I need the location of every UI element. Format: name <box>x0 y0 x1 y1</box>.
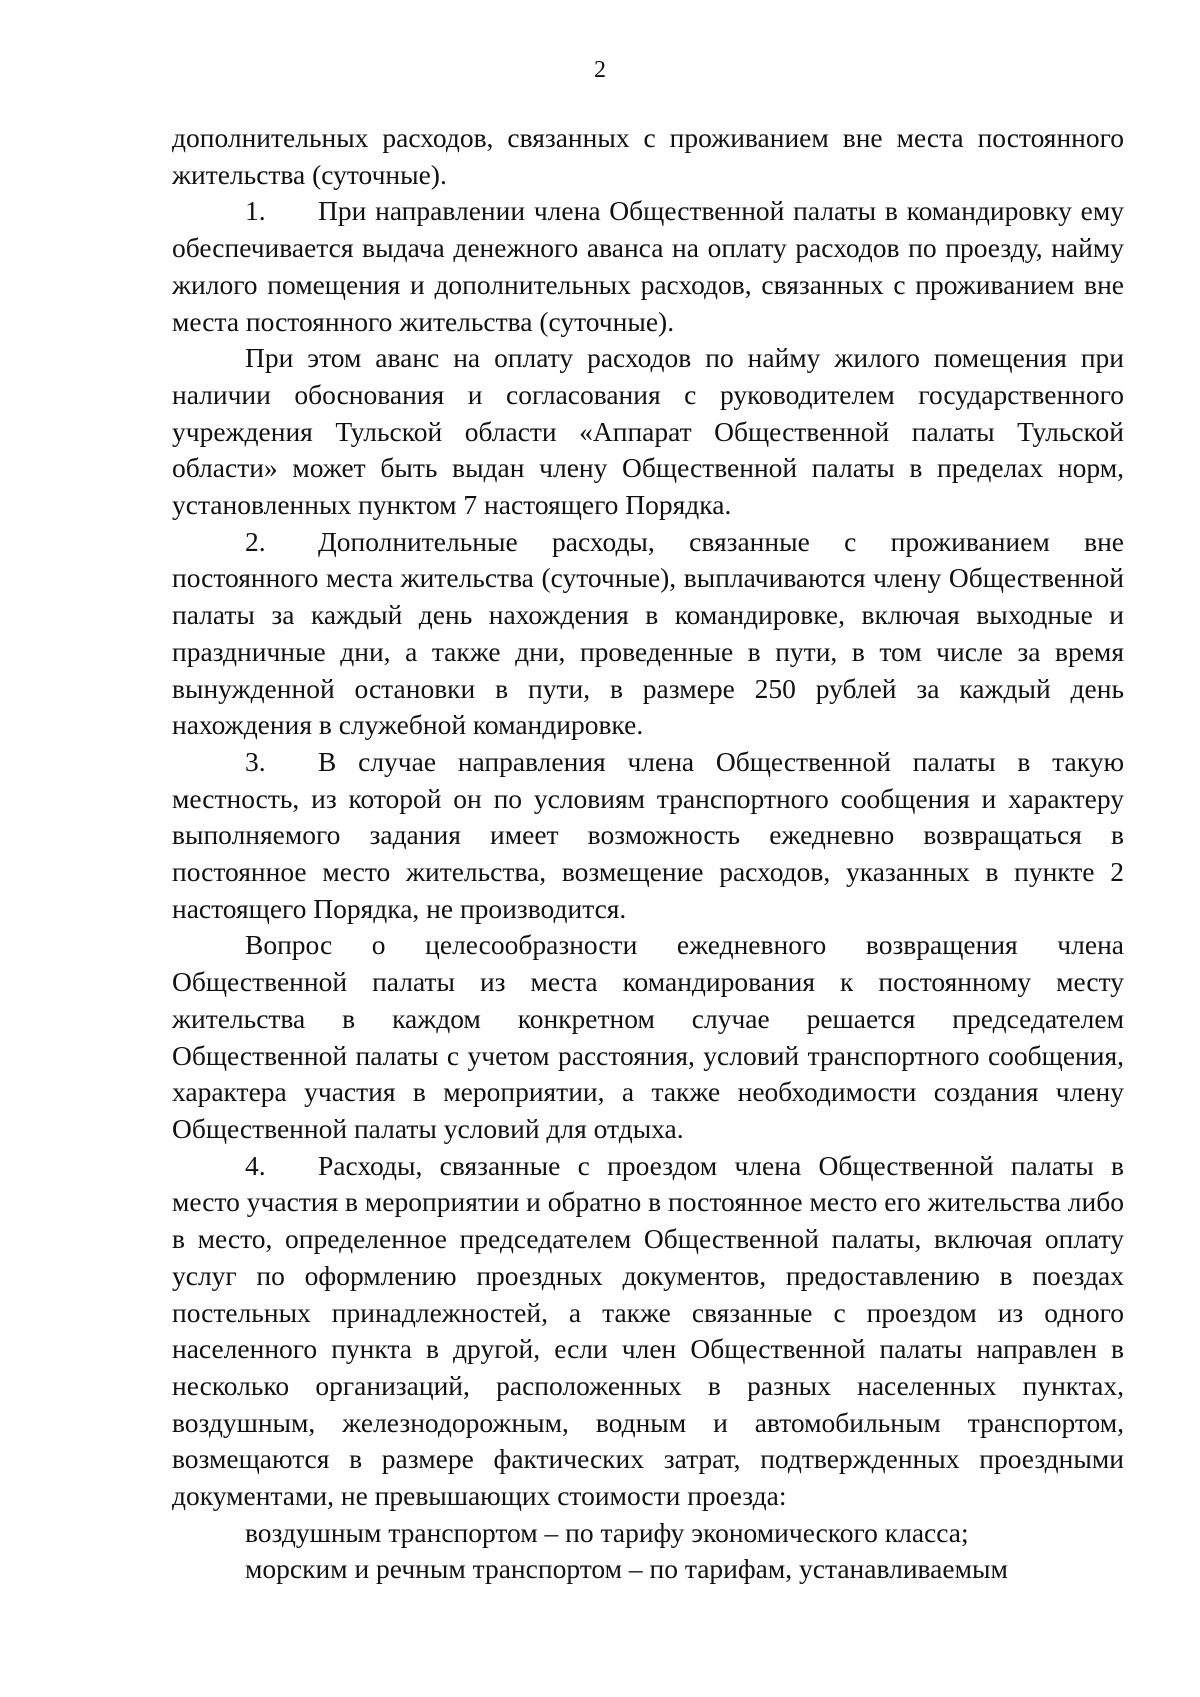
paragraph-advance-note: При этом аванс на оплату расходов по найму жилого помещения при наличии обоснования и согласования с руководителем государственного учреждения Тульской области «Аппарат Общественной палаты Тульской области» может быть выдан члену Общественной палаты в пределах норм, установленных пунктом 7 настоящего Порядка. <box>172 342 1124 521</box>
clause-number: 2. <box>245 525 266 557</box>
paragraph-air-transport: воздушным транспортом – по тарифу экономического класса; <box>245 1516 969 1548</box>
clause-number: 3. <box>245 745 266 777</box>
paragraph-continuation: дополнительных расходов, связанных с проживанием вне места постоянного жительства (суточные). <box>172 122 1124 190</box>
clause-number: 1. <box>245 195 266 227</box>
clause-3 <box>172 744 1124 928</box>
clause-text: При направлении члена Общественной палаты в командировку ему обеспечивается выдача денежного аванса на оплату расходов по проезду, найму жилого помещения и дополнительных расходов, связанных с проживанием вне места постоянного жительства (суточные). <box>172 195 1124 337</box>
clause-2 <box>172 524 1124 744</box>
clause-text: В случае направления члена Общественной палаты в такую местность, из которой он по условиям транспортного сообщения и характеру выполняемого задания имеет возможность ежедневно возвращаться в постоянное место жительства, возмещение расходов, указанных в пункте 2 настоящего Порядка, не производится. <box>172 745 1124 924</box>
document-body <box>172 120 1124 1588</box>
clause-text: Расходы, связанные с проездом члена Общественной палаты в место участия в мероприятии и обратно в постоянное место его жительства либо в место, определенное председателем Общественной палаты, включая оплату услуг по оформлению проездных документов, предоставлению в поездах постельных принадлежностей, а также связанные с проездом из одного населенного пункта в другой, если член Общественной палаты направлен в несколько организаций, расположенных в разных населенных пунктах, воздушным, железнодорожным, водным и автомобильным транспортом, возмещаются в размере фактических затрат, подтвержденных проездными документами, не превышающих стоимости проезда: <box>172 1149 1124 1512</box>
paragraph-daily-return: Вопрос о целесообразности ежедневного возвращения члена Общественной палаты из места командирования к постоянному месту жительства в каждом конкретном случае решается председателем Общественной палаты с учетом расстояния, условий транспортного сообщения, характера участия в мероприятии, а также необходимости создания члену Общественной палаты условий для отдыха. <box>172 929 1124 1144</box>
paragraph-sea-river-transport: морским и речным транспортом – по тарифам, устанавливаемым <box>245 1553 1008 1585</box>
clause-1 <box>172 193 1124 340</box>
clause-number: 4. <box>245 1149 266 1181</box>
clause-text: Дополнительные расходы, связанные с проживанием вне постоянного места жительства (суточные), выплачиваются члену Общественной палаты за каждый день нахождения в командировке, включая выходные и праздничные дни, а также дни, проведенные в пути, в том числе за время вынужденной остановки в пути, в размере 250 рублей за каждый день нахождения в служебной командировке. <box>172 525 1124 741</box>
clause-4 <box>172 1148 1124 1515</box>
page-number: 2 <box>594 57 606 83</box>
